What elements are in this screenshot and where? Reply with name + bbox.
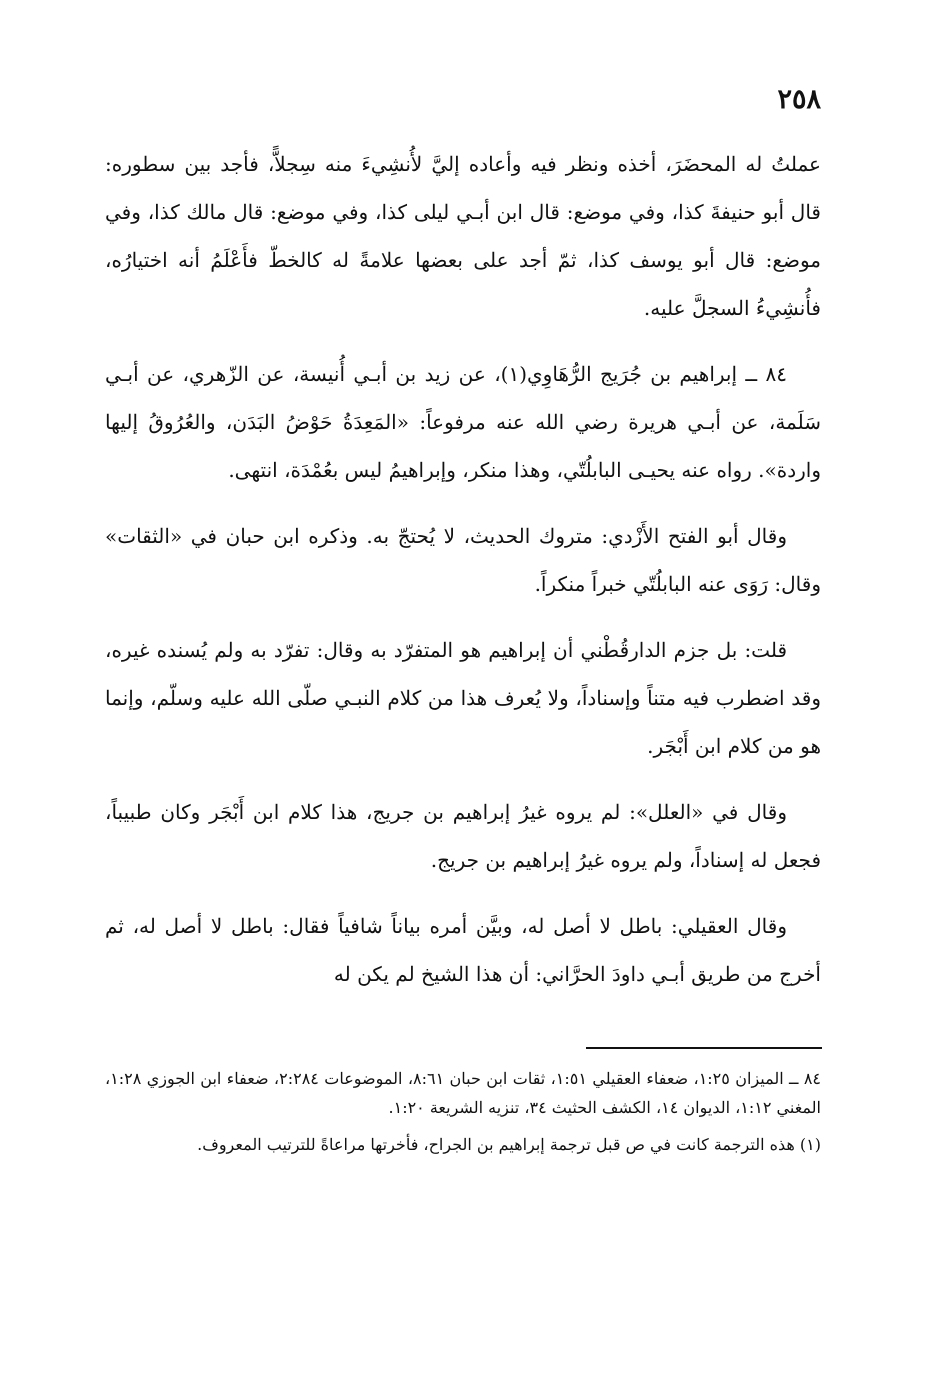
paragraph-ilal: وقال في «العلل»: لم يروه غيرُ إبراهيم بن جريج، هذا كلام ابن أَبْجَر وكان طبيباً، فجعل له إسناداً، ولم يروه غيرُ إبراهيم بن جريج. [105, 800, 821, 872]
paragraph-continuation: عملتُ له المحضَرَ، أخذه ونظر فيه وأعاده إليَّ لأُنشِيءَ منه سِجلاًّ، فأجد بين سطوره: قال أبو حنيفةَ كذا، وفي موضع: قال ابن أبـي ليلى كذا، وفي موضع: قال مالك كذا، وفي موضع: قال أبو يوسف كذا، ثمّ أجد على بعضها علامةً له كالخطّ فأَعْلَمُ أنه اختيارُه، فأُنشِيءُ السجلَّ عليه. [105, 152, 821, 320]
main-text [105, 140, 821, 1016]
footnote-1: (١) هذه الترجمة كانت في ص قبل ترجمة إبراهيم بن الجراح، فأخرتها مراعاةً للترتيب المعروف. [197, 1135, 821, 1154]
paragraph-entry-84: ٨٤ ــ إبراهيم بن جُرَيج الرُّهَاوِي(١)، عن زيد بن أبـي أُنيسة، عن الزّهري، عن أبـي سَلَمة، عن أبـي هريرة رضي الله عنه مرفوعاً: «المَعِدَةُ حَوْضُ البَدَن، والعُرُوقُ إليها واردة». رواه عنه يحيـى البابلُتّي، وهذا منكر، وإبراهيمُ ليس بعُمْدَة، انتهى. [105, 362, 821, 482]
footnote-sources: ٨٤ ــ الميزان ١:٢٥، ضعفاء العقيلي ١:٥١، ثقات ابن حبان ٨:٦١، الموضوعات ٢:٢٨٤، ضعفاء ابن الجوزي ١:٢٨، المغني ١:١٢، الديوان ١٤، الكشف الحثيث ٣٤، تنزيه الشريعة ١:٢٠. [105, 1069, 822, 1117]
paragraph-azdi: وقال أبو الفتح الأَزْدي: متروك الحديث، لا يُحتجّ به. وذكره ابن حبان في «الثقات» وقال: رَوَى عنه البابلُتّي خبراً منكراً. [105, 524, 821, 596]
footnote-separator [586, 1047, 822, 1049]
paragraph-uqayli: وقال العقيلي: باطل لا أصل له، وبيَّن أمره بياناً شافياً فقال: باطل لا أصل له، ثم أخرج من طريق أبـي داودَ الحرَّاني: أن هذا الشيخ لم يكن له [105, 914, 821, 986]
footnotes [105, 1064, 821, 1167]
page-number: ٢٥٨ [777, 84, 821, 115]
paragraph-daraqutni: قلت: بل جزم الدارقُطْني أن إبراهيم هو المتفرّد به وقال: تفرّد به ولم يُسنده غيره، وقد اضطرب فيه متناً وإسناداً، ولا يُعرف هذا من كلام النبـي صلّى الله عليه وسلّم، وإنما هو من كلام ابن أَبْجَر. [105, 638, 821, 758]
